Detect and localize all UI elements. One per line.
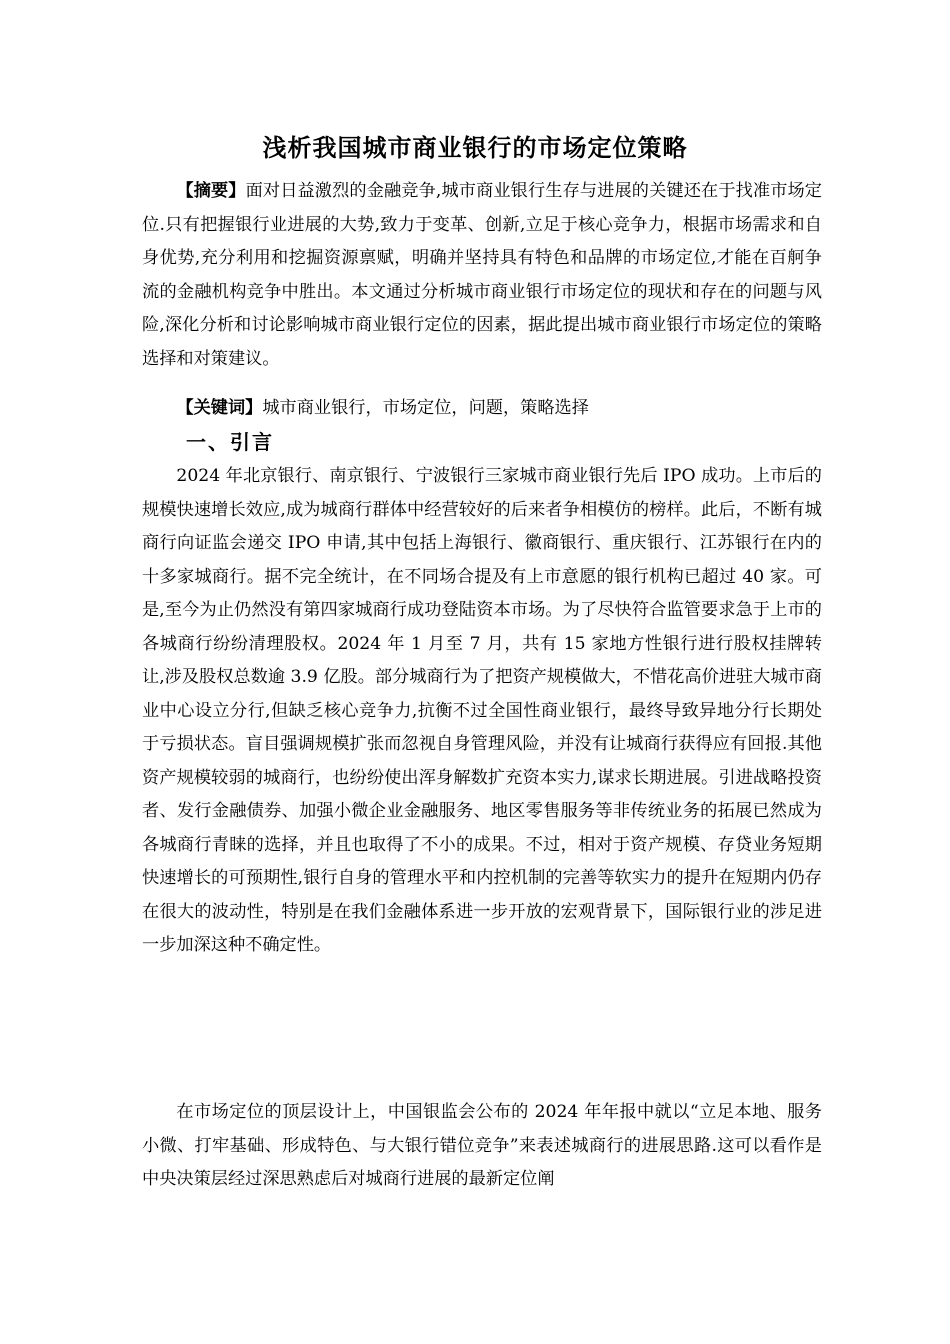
keywords-paragraph (142, 392, 822, 426)
body-paragraph-2: 在市场定位的顶层设计上，中国银监会公布的 2024 年年报中就以“立足本地、服务小微、打牢基础、形成特色、与大银行错位竞争”来表述城商行的进展思路.这可以看作是中央决策层经过深思熟虑后对城商行进展的最新定位阐 (142, 1102, 822, 1189)
abstract-text: 面对日益激烈的金融竞争,城市商业银行生存与进展的关键还在于找准市场定位.只有把握银行业进展的大势,致力于变革、创新,立足于核心竞争力，根据市场需求和自身优势,充分利用和挖掘资源禀赋，明确并坚持具有特色和品牌的市场定位,才能在百舸争流的金融机构竞争中胜出。本文通过分析城市商业银行市场定位的现状和存在的问题与风险,深化分析和讨论影响城市商业银行定位的因素，据此提出城市商业银行市场定位的策略选择和对策建议。 (142, 181, 822, 369)
keywords-text: 城市商业银行，市场定位，问题，策略选择 (262, 398, 589, 418)
paper-title: 浅析我国城市商业银行的市场定位策略 (262, 133, 688, 162)
keywords-label: 【关键词】 (176, 398, 263, 418)
abstract-label: 【摘要】 (176, 181, 246, 201)
section-heading-introduction: 一、引言 (186, 430, 274, 454)
abstract-paragraph (142, 175, 822, 376)
body-paragraph-1: 2024 年北京银行、南京银行、宁波银行三家城市商业银行先后 IPO 成功。上市后的规模快速增长效应,成为城商行群体中经营较好的后来者争相模仿的榜样。此后，不断有城商行向证监会递交 IPO 申请,其中包括上海银行、徽商银行、重庆银行、江苏银行在内的十多家城商行。据不完全统计，在不同场合提及有上市意愿的银行机构已超过 40 家。可是,至今为止仍然没有第四家城商行成功登陆资本市场。为了尽快符合监管要求急于上市的各城商行纷纷清理股权。2024 年 1 月至 7 月，共有 15 家地方性银行进行股权挂牌转让,涉及股权总数逾 3.9 亿股。部分城商行为了把资产规模做大，不惜花高价进驻大城市商业中心设立分行,但缺乏核心竞争力,抗衡不过全国性商业银行，最终导致异地分行长期处于亏损状态。盲目强调规模扩张而忽视自身管理风险，并没有让城商行获得应有回报.其他资产规模较弱的城商行，也纷纷使出浑身解数扩充资本实力,谋求长期进展。引进战略投资者、发行金融债券、加强小微企业金融服务、地区零售服务等非传统业务的拓展已然成为各城商行青睐的选择，并且也取得了不小的成果。不过，相对于资产规模、存贷业务短期快速增长的可预期性,银行自身的管理水平和内控机制的完善等软实力的提升在短期内仍存在很大的波动性，特别是在我们金融体系进一步开放的宏观背景下，国际银行业的涉足进一步加深这种不确定性。 (142, 466, 822, 955)
